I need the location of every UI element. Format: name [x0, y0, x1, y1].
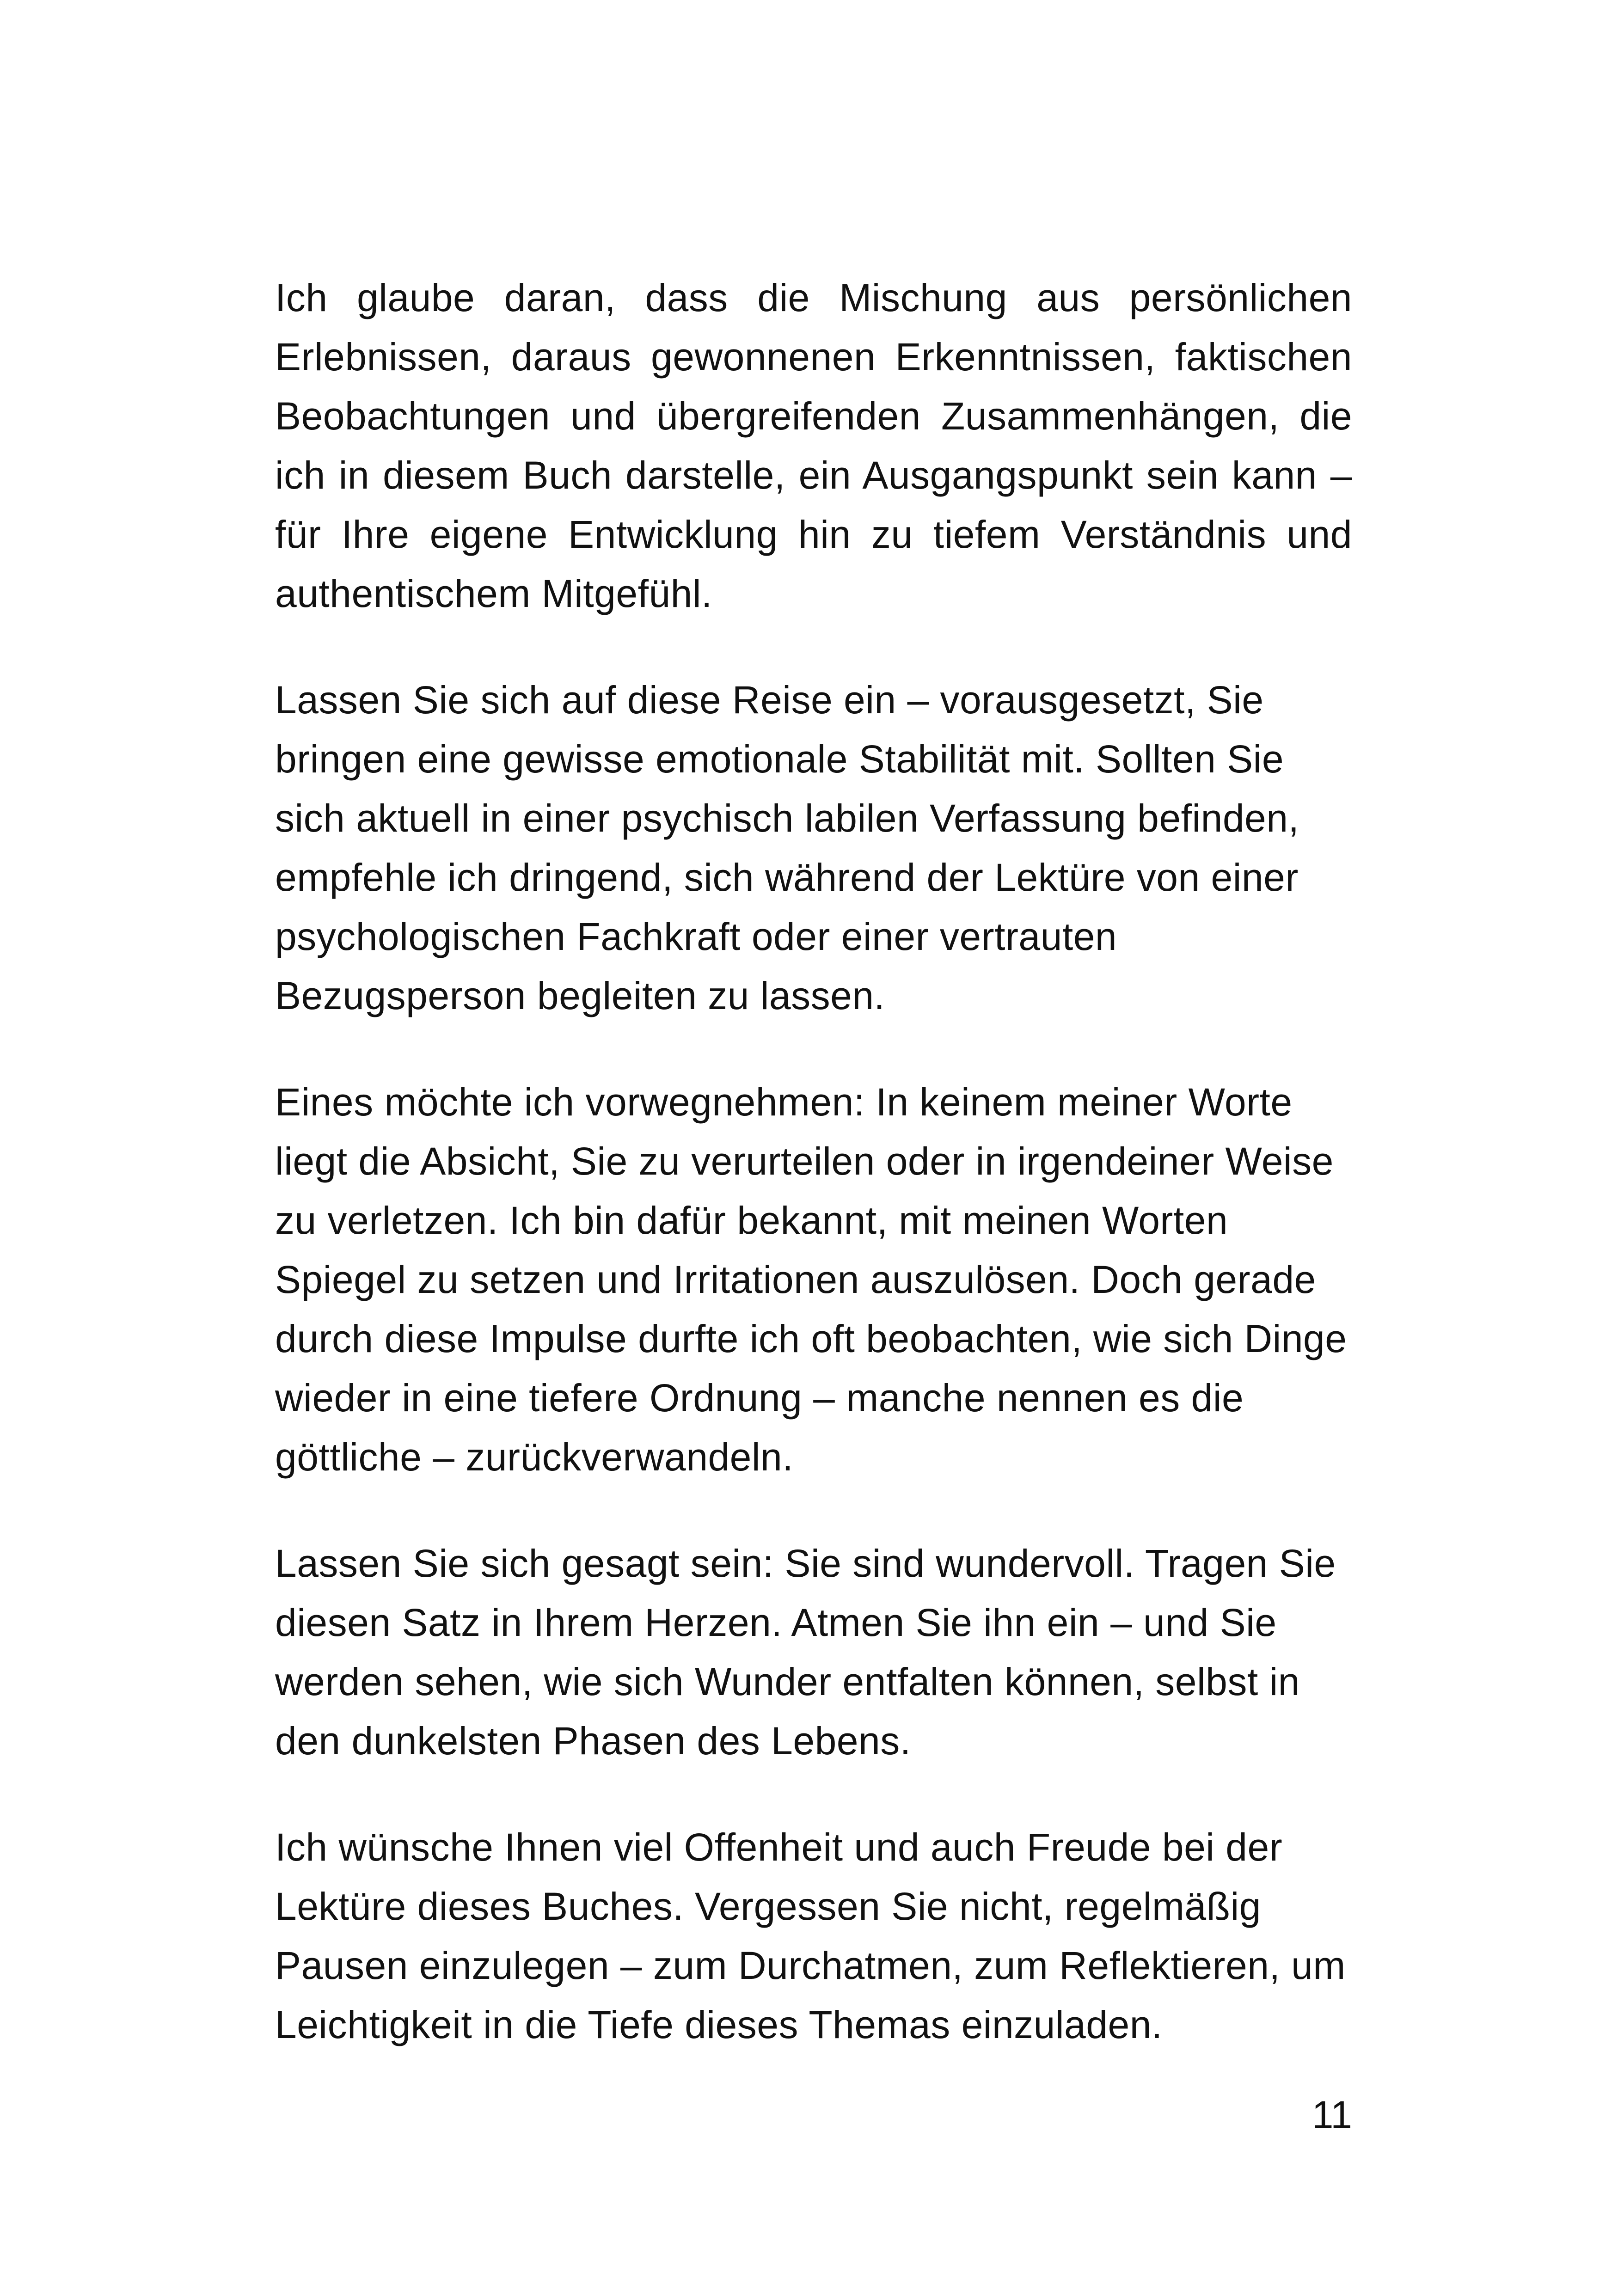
text-line: werden sehen, wie sich Wunder entfalten können, selbst in — [275, 1660, 1300, 1703]
text-line: zu verletzen. Ich bin dafür bekannt, mit meinen Worten — [275, 1199, 1228, 1242]
text-line: diesen Satz in Ihrem Herzen. Atmen Sie ihn ein – und Sie — [275, 1601, 1277, 1644]
text-line: Lassen Sie sich auf diese Reise ein – vorausgesetzt, Sie — [275, 678, 1264, 722]
text-line: Lassen Sie sich gesagt sein: Sie sind wundervoll. Tragen Sie — [275, 1542, 1336, 1585]
text-line: Eines möchte ich vorwegnehmen: In keinem meiner Worte — [275, 1080, 1293, 1124]
text-line: sich aktuell in einer psychisch labilen Verfassung befinden, — [275, 796, 1299, 840]
text-line: bringen eine gewisse emotionale Stabilität mit. Sollten Sie — [275, 737, 1284, 781]
text-line: liegt die Absicht, Sie zu verurteilen oder in irgendeiner Weise — [275, 1139, 1334, 1183]
paragraph-2 — [275, 670, 1352, 1025]
paragraph-1 — [275, 268, 1352, 623]
body-text — [275, 268, 1352, 2101]
text-line: Bezugsperson begleiten zu lassen. — [275, 974, 885, 1017]
text-line: Erlebnissen, daraus gewonnenen Erkenntnissen, faktischen — [275, 335, 1352, 379]
text-line: Ich wünsche Ihnen viel Offenheit und auch Freude bei der — [275, 1825, 1283, 1869]
text-line: ich in diesem Buch darstelle, ein Ausgangspunkt sein kann – — [275, 453, 1352, 497]
paragraph-5 — [275, 1818, 1352, 2054]
text-line: Ich glaube daran, dass die Mischung aus persönlichen — [275, 276, 1352, 319]
text-line: Pausen einzulegen – zum Durchatmen, zum Reflektieren, um — [275, 1944, 1346, 1987]
text-line: Leichtigkeit in die Tiefe dieses Themas einzuladen. — [275, 2003, 1163, 2046]
text-line: Beobachtungen und übergreifenden Zusammenhängen, die — [275, 394, 1352, 438]
text-line: Spiegel zu setzen und Irritationen auszulösen. Doch gerade — [275, 1258, 1316, 1301]
text-line: durch diese Impulse durfte ich oft beobachten, wie sich Dinge — [275, 1317, 1347, 1360]
paragraph-4 — [275, 1534, 1352, 1770]
page-number: 11 — [1312, 2093, 1352, 2137]
text-line: wieder in eine tiefere Ordnung – manche nennen es die — [275, 1376, 1244, 1420]
text-line: den dunkelsten Phasen des Lebens. — [275, 1719, 911, 1763]
text-line: göttliche – zurückverwandeln. — [275, 1435, 794, 1479]
text-line: empfehle ich dringend, sich während der Lektüre von einer — [275, 856, 1299, 899]
text-line: Lektüre dieses Buches. Vergessen Sie nicht, regelmäßig — [275, 1885, 1261, 1928]
text-line: psychologischen Fachkraft oder einer vertrauten — [275, 915, 1117, 958]
text-line: authentischem Mitgefühl. — [275, 572, 712, 615]
text-line: für Ihre eigene Entwicklung hin zu tiefem Verständnis und — [275, 513, 1352, 556]
paragraph-3 — [275, 1072, 1352, 1487]
